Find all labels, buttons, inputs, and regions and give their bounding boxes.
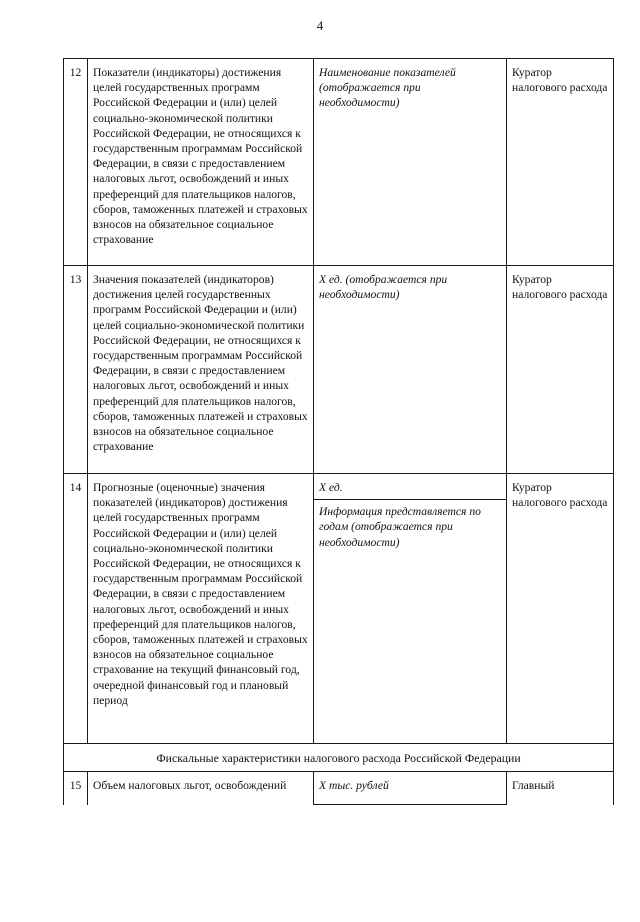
table-row [64, 474, 614, 744]
indicator-value: X тыс. рублей [314, 772, 507, 805]
indicator-name: Показатели (индикаторы) достижения целей государственных программ Российской Федерации и (или) целей социально-экономической политики Российской Федерации, не относящихся к государственным программам Российской Федерации, в связи с предоставлением налоговых льгот, освобождений и иных преференций для плательщиков налогов, сборов, таможенных платежей и страховых взносов на обязательное социальное страхование [88, 59, 314, 266]
indicator-value: Наименование показателей (отображается при необходимости) [314, 59, 507, 266]
indicator-value-cell [314, 474, 507, 744]
indicator-value-note: Информация представляется по годам (отображается при необходимости) [319, 505, 481, 549]
indicator-name: Значения показателей (индикаторов) достижения целей государственных программ Российской Федерации и (или) целей социально-экономической политики Российской Федерации, не относящихся к государственным программам Российской Федерации, в связи с предоставлением налоговых льгот, освобождений и иных преференций для плательщиков налогов, сборов, таможенных платежей и страховых взносов на обязательное социальное страхование [88, 266, 314, 474]
curator: Куратор налогового расхода [507, 59, 614, 266]
page-number: 4 [316, 18, 324, 33]
section-row [64, 744, 614, 772]
section-heading: Фискальные характеристики налогового расхода Российской Федерации [64, 744, 614, 772]
curator: Куратор налогового расхода [507, 474, 614, 744]
row-number: 12 [64, 59, 88, 266]
row-number: 13 [64, 266, 88, 474]
tax-expense-table [63, 58, 614, 805]
curator: Куратор налогового расхода [507, 266, 614, 474]
indicator-value-unit: X ед. [314, 480, 506, 500]
indicator-name: Прогнозные (оценочные) значения показателей (индикаторов) достижения целей государственных программ Российской Федерации и (или) целей социально-экономической политики Российской Федерации, не относящихся к государственным программам Российской Федерации, в связи с предоставлением налоговых льгот, освобождений и иных преференций для плательщиков налогов, сборов, таможенных платежей и страховых взносов на обязательное социальное страхование на текущий финансовый год, очередной финансовый год и плановый период [88, 474, 314, 744]
row-number: 14 [64, 474, 88, 744]
table-row [64, 266, 614, 474]
row-number: 15 [64, 772, 88, 805]
table-row [64, 59, 614, 266]
curator: Главный [507, 772, 614, 805]
indicator-name: Объем налоговых льгот, освобождений [88, 772, 314, 805]
indicator-value: X ед. (отображается при необходимости) [314, 266, 507, 474]
table-row [64, 772, 614, 805]
